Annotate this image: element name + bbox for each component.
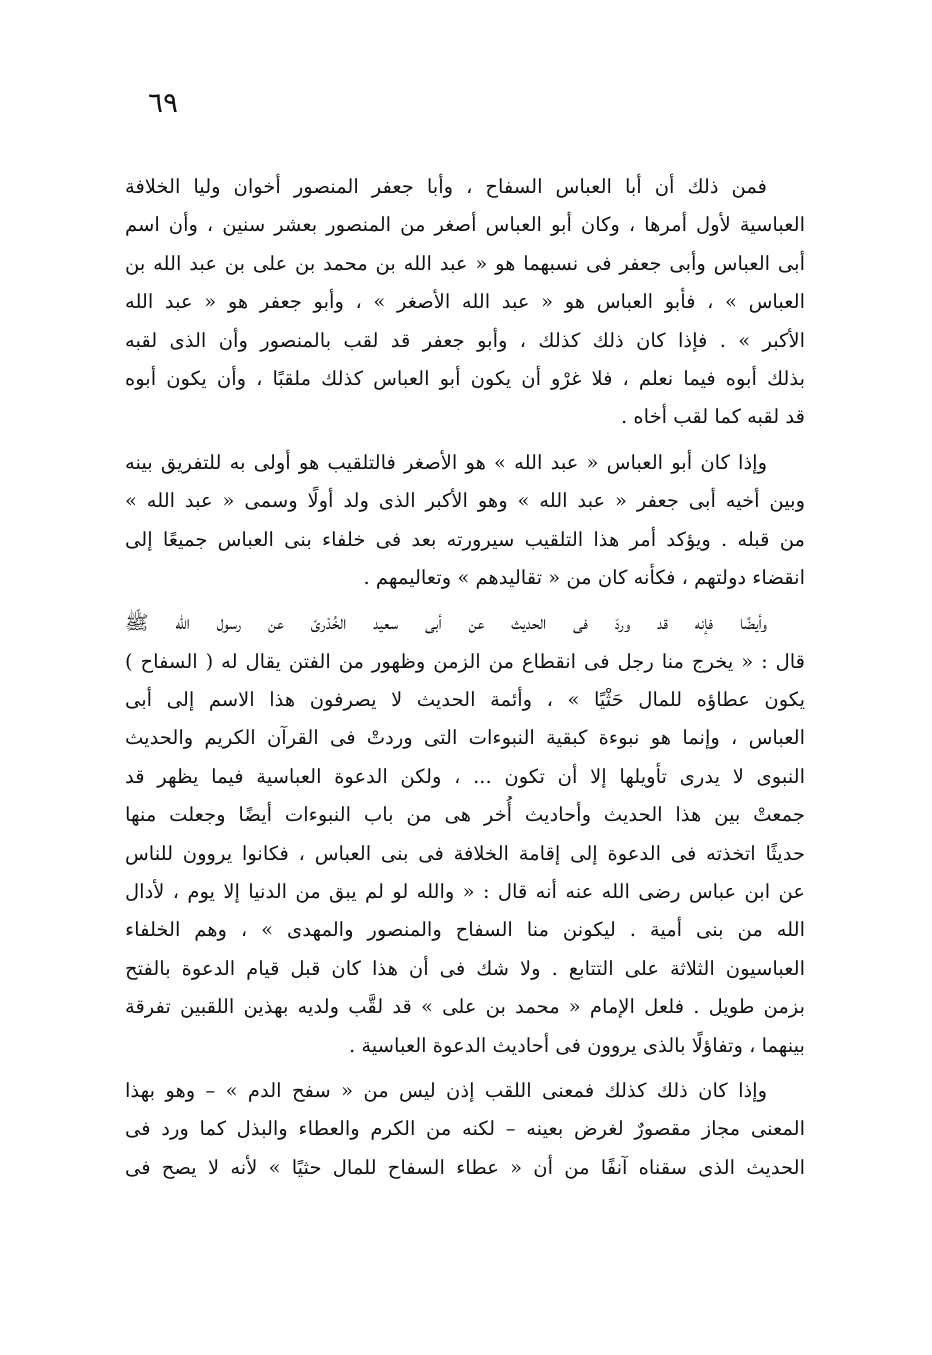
text-line: فمن ذلك أن أبا العباس السفاح ، وأبا جعفر المنصور أخوان وليا الخلافة — [125, 175, 767, 198]
paragraph-4 — [125, 1072, 805, 1187]
paragraph-1 — [125, 168, 805, 437]
text-line: جمعتْ بين هذا الحديث وأحاديث أُخر هى من باب النبوءات أيضًا وجعلت منها — [125, 803, 805, 827]
text-line: عن ابن عباس رضى الله عنه أنه قال : « والله لو لم يبق من الدنيا إلا يوم ، لأدال — [125, 880, 805, 904]
text-line: بزمن طويل . فلعل الإمام « محمد بن على » قد لقَّب ولديه بهذين اللقبين تفرقة — [125, 995, 805, 1019]
text-line: قد لقبه كما لقب أخاه . — [621, 405, 805, 429]
text-line: حديثًا اتخذته فى الدعوة إلى إقامة الخلافة فى بنى العباس ، فكانوا يروون للناس — [125, 841, 805, 865]
text-line: وإذا كان أبو العباس « عبد الله » هو الأصغر فالتلقيب هو أولى به للتفريق بينه — [125, 450, 767, 474]
text-line: الحديث الذى سقناه آنفًا من أن « عطاء السفاح للمال حثيًا » لأنه لا يصح فى — [125, 1155, 805, 1179]
text-line: من قبله . ويؤكد أمر هذا التلقيب سيرورته بعد فى خلفاء بنى العباس جميعًا إلى — [125, 527, 805, 551]
page-number: ٦٩ — [148, 86, 179, 119]
text-line: العباسية لأول أمرها ، وكان أبو العباس أصغر من المنصور بعشر سنين ، وأن اسم — [125, 213, 805, 237]
text-line: العباس ، وإنما هو نبوءة كبقية النبوءات التى وردتْ فى القرآن الكريم والحديث — [125, 726, 805, 750]
text-line: الله من بنى أمية . ليكونن منا السفاح والمنصور والمهدى » ، وهم الخلفاء — [125, 918, 805, 942]
text-line: المعنى مجاز مقصورٌ لغرض بعينه – لكنه من الكرم والعطاء والبذل كما ورد فى — [125, 1117, 805, 1141]
text-line: انقضاء دولتهم ، فكأنه كان من « تقاليدهم » وتعاليمهم . — [363, 565, 805, 589]
text-line: وإذا كان ذلك كذلك فمعنى اللقب إذن ليس من « سفح الدم » – وهو بهذا — [125, 1078, 767, 1102]
text-line: الأكبر » . فإذا كان ذلك كذلك ، وأبو جعفر قد لقب بالمنصور وأن الذى لقبه — [125, 328, 805, 352]
text-line: وبين أخيه أبى جعفر « عبد الله » وهو الأكبر الذى ولد أولًا وسمى « عبد الله » — [125, 489, 805, 513]
paragraph-3 — [125, 604, 805, 1065]
paragraph-2 — [125, 444, 805, 598]
text-line: العباس » ، فأبو العباس هو « عبد الله الأصغر » ، وأبو جعفر هو « عبد الله — [125, 290, 805, 314]
text-line: وأيضًا فإنه قد وردَ فى الحديث عن أبى سعيد الخُدْرىّ عن رسول الله ﷺ — [125, 611, 767, 635]
body-text — [125, 168, 805, 1194]
text-line: يكون عطاؤه للمال حَثْيًا » ، وأئمة الحديث لا يصرفون هذا الاسم إلى أبى — [125, 688, 805, 712]
text-line: العباسيون الثلاثة على التتابع . ولا شك فى أن هذا كان قبل قيام الدعوة بالفتح — [125, 956, 805, 980]
text-line: بينهما ، وتفاؤلًا بالذى يروون فى أحاديث الدعوة العباسية . — [348, 1033, 805, 1057]
text-line: النبوى لا يدرى تأويلها إلا أن تكون ... ، ولكن الدعوة العباسية فيما يظهر قد — [125, 764, 805, 788]
text-line: أبى العباس وأبى جعفر فى نسبهما هو « عبد الله بن محمد بن على بن عبد الله بن — [125, 251, 805, 275]
text-line: بذلك أبوه فيما نعلم ، فلا غرْو أن يكون أبو العباس كذلك ملقبًا ، وأن يكون أبوه — [125, 366, 805, 390]
text-line: قال : « يخرج منا رجل فى انقطاع من الزمن وظهور من الفتن يقال له ( السفاح ) — [125, 649, 805, 673]
